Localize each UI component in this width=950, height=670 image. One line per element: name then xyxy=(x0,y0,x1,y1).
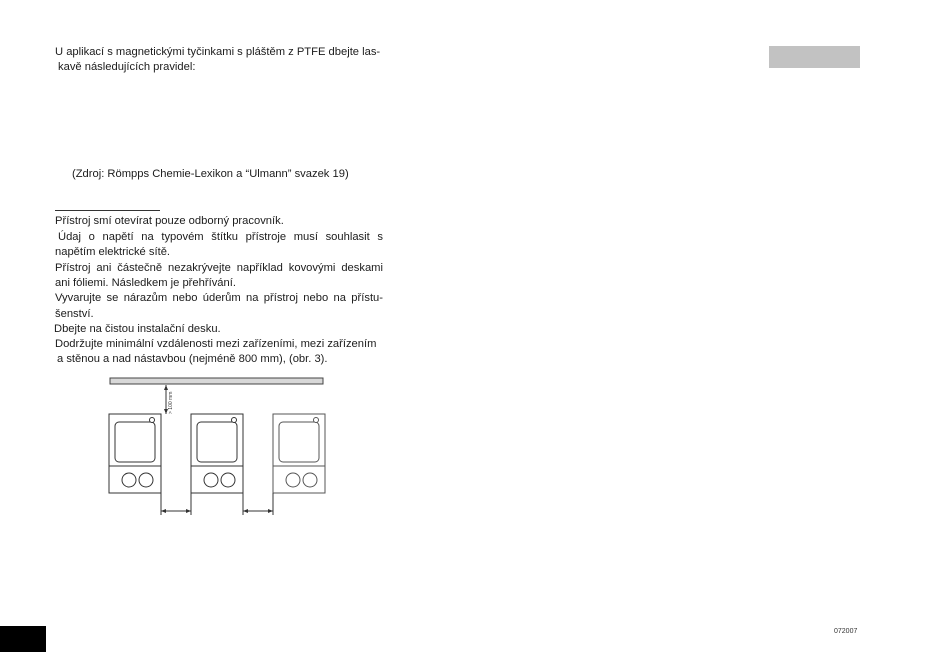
knob-left xyxy=(122,473,136,487)
knob-left xyxy=(286,473,300,487)
section-divider xyxy=(55,210,160,211)
spacing-figure xyxy=(100,372,330,522)
intro-line-1: U aplikací s magnetickými tyčinkami s pláštěm z PTFE dbejte las- xyxy=(55,46,381,58)
page-marker-block xyxy=(0,626,46,652)
rule-line-3: napětím elektrické sítě. xyxy=(55,246,171,258)
rule-line-5: ani fóliemi. Následkem je přehřívání. xyxy=(55,277,236,289)
rule-line-8: Dbejte na čistou instalační desku. xyxy=(54,323,221,335)
device-unit-1 xyxy=(109,414,161,493)
device-unit-2 xyxy=(191,414,243,493)
rule-line-2: Údaj o napětí na typovém štítku přístroje musí souhlasit s xyxy=(58,231,383,243)
document-code: 072007 xyxy=(834,628,858,635)
section-tab xyxy=(769,46,860,68)
device-plate xyxy=(279,422,319,462)
rule-line-10: a stěnou a nad nástavbou (nejméně 800 mm), (obr. 3). xyxy=(57,353,328,365)
knob-left xyxy=(204,473,218,487)
device-plate xyxy=(197,422,237,462)
rule-line-1: Přístroj smí otevírat pouze odborný pracovník. xyxy=(55,215,284,227)
shelf-bar xyxy=(110,378,323,384)
intro-line-2: kavě následujících pravidel: xyxy=(58,61,196,73)
knob-right xyxy=(221,473,235,487)
rule-line-6: Vyvarujte se nárazům nebo úderům na přístroj nebo na přístu- xyxy=(55,292,383,304)
rule-line-7: šenství. xyxy=(55,308,94,320)
arrowhead-up xyxy=(164,385,168,390)
device-plate xyxy=(115,422,155,462)
rule-line-9: Dodržujte minimální vzdálenosti mezi zařízeními, mezi zařízením xyxy=(55,338,377,350)
knob-right xyxy=(139,473,153,487)
source-citation: (Zdroj: Römpps Chemie-Lexikon a “Ulmann” svazek 19) xyxy=(72,168,349,180)
rule-line-4: Přístroj ani částečně nezakrývejte například kovovými deskami xyxy=(55,262,383,274)
knob-right xyxy=(303,473,317,487)
dimension-label: > 100 mm xyxy=(168,391,174,414)
device-unit-3 xyxy=(273,414,325,493)
